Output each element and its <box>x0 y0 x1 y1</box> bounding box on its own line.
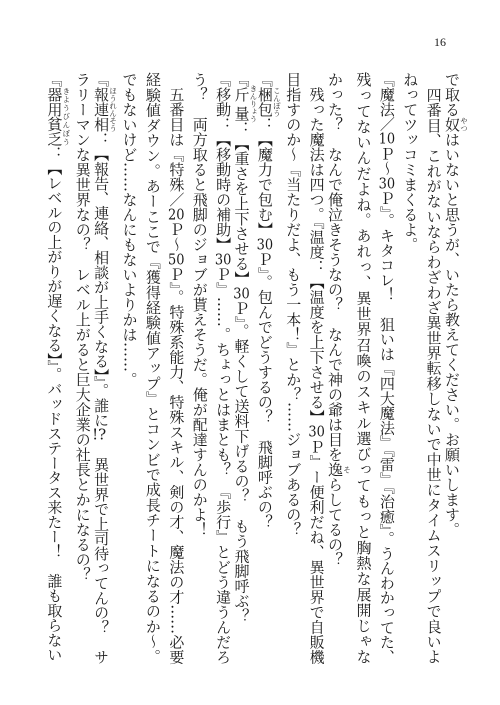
upright-number: 10 <box>378 131 396 147</box>
ruby-reading: きんりょう <box>248 85 258 123</box>
text-column <box>445 72 468 664</box>
ruby-word <box>326 462 352 477</box>
text-column <box>164 72 187 664</box>
text-run: はいないと思うが、いたら教えてください。お願いします。 <box>443 132 461 537</box>
text-column <box>94 72 117 664</box>
ruby-word <box>443 117 469 132</box>
text-run: で取る <box>443 72 461 117</box>
text-column <box>187 72 210 664</box>
text-column <box>117 72 140 664</box>
text-column <box>70 72 93 664</box>
text-column <box>141 72 164 664</box>
ruby-word <box>92 86 118 132</box>
text-column <box>281 72 304 664</box>
text-run: 『 <box>45 72 64 87</box>
text-run: かった？ なんで俺泣きそうなの？ なんで神の爺は目を <box>326 72 345 462</box>
ruby-base: 報連相 <box>92 86 111 132</box>
ruby-reading: きようびんぼう <box>61 86 71 146</box>
text-column <box>374 72 397 664</box>
text-run: Ｐ～ <box>377 146 396 176</box>
ruby-word <box>45 86 71 146</box>
ruby-base: 逸 <box>326 462 345 477</box>
text-run: 残ってないんだよね。あれっ、異世界召喚のスキル選びってもっと胸熱な展開じゃな <box>354 72 373 665</box>
ruby-word <box>255 87 282 117</box>
ruby-reading: ほうれんそう <box>108 86 118 132</box>
text-run: Ｐ～ <box>167 221 186 252</box>
text-column <box>351 72 374 664</box>
text-run: 『 <box>232 72 251 87</box>
ruby-reading: こんぽう <box>272 87 282 117</box>
text-column <box>257 72 280 664</box>
text-column <box>328 72 351 664</box>
body-text <box>46 72 468 664</box>
text-run: う？ 両方取ると飛脚のジョブが貰えそうだ。俺が配達すんのかよ！ <box>190 72 209 537</box>
upright-number: 30 <box>378 175 396 191</box>
text-run: ねってツッコミまくるよ。 <box>401 72 420 252</box>
text-run: ：【魔力で包む】 <box>255 117 274 237</box>
text-run: 経験値ダウン。あーここで『獲得経験値アップ』とコンビで成長チートになるのか～。 <box>143 72 162 664</box>
upright-number: !? <box>92 427 107 443</box>
page-number: 16 <box>434 35 446 49</box>
upright-number: 30 <box>214 251 232 267</box>
ruby-base: 梱包 <box>255 87 274 117</box>
text-column <box>304 72 327 664</box>
text-run: Ｐ』。軽くして送料下げるの？ もう飛脚呼ぶ？ <box>232 300 251 624</box>
text-run: 四番目、これがないならわざわざ異世界転移しないで中世にタイムスリップで良いよ <box>424 72 443 664</box>
text-column <box>421 72 444 664</box>
text-run: Ｐ』ー便利だね、異世界で自販機 <box>307 439 326 664</box>
text-run: 『魔法／ <box>377 72 396 132</box>
ruby-base: 器用貧乏 <box>45 86 64 146</box>
text-run: 目指すのか～『当たりだよ、もう一本！』とか？……ジョブあるの？ <box>284 72 303 537</box>
text-run: でもないけど……なんにもないよりかは……。 <box>120 72 139 387</box>
text-run: Ｐ』……。ちょっとはまとも？ 『歩行』とどう違うんだろ <box>214 266 233 664</box>
ruby-word <box>232 85 258 123</box>
text-run: ：【レベルの上がりが遅くなる】』。バッドステータス来たー！ 誰も取らない <box>45 145 64 662</box>
upright-number: 30 <box>256 237 274 252</box>
text-run: 残った魔法は四つ。『温度：【温度を上下させる】 <box>307 72 326 425</box>
ruby-reading: やつ <box>459 117 469 132</box>
text-column <box>211 72 234 664</box>
text-column <box>398 72 421 664</box>
ruby-base: 奴 <box>443 117 461 132</box>
upright-number: 30 <box>308 424 325 440</box>
text-run: 『 <box>92 72 111 87</box>
text-run: 『移動：【移動時の補助】 <box>214 72 233 252</box>
text-column <box>47 72 70 664</box>
ruby-base: 斤量 <box>232 85 251 123</box>
text-run: ：【報告、連絡、相談が上手くなる】』。誰に <box>92 131 111 428</box>
upright-number: 20 <box>168 206 185 222</box>
upright-number: 30 <box>233 285 250 301</box>
text-run: Ｐ』。包んでどうするの？ 飛脚呼ぶの？ <box>255 252 274 530</box>
text-run: ：【重さを上下させる】 <box>232 120 251 286</box>
text-run: らしてるの？ <box>326 477 345 567</box>
text-run: 五番目は『特殊／ <box>167 72 186 207</box>
text-run: ラリーマンな異世界なの？ レベル上がると巨大企業の社長とかになるの？ <box>73 72 92 582</box>
text-run: 異世界で上司待ってんの？ サ <box>92 442 111 665</box>
text-run: Ｐ』。特殊系能力、特殊スキル、剣の才、魔法の才……必要 <box>167 267 186 665</box>
upright-number: 50 <box>168 251 185 267</box>
text-run: Ｐ』。キタコレ！ 狙いは『四大魔法』『雷』『治癒』。うんわかってた、 <box>377 190 396 664</box>
text-run: 『 <box>255 72 274 87</box>
ruby-reading: そ <box>342 462 352 477</box>
